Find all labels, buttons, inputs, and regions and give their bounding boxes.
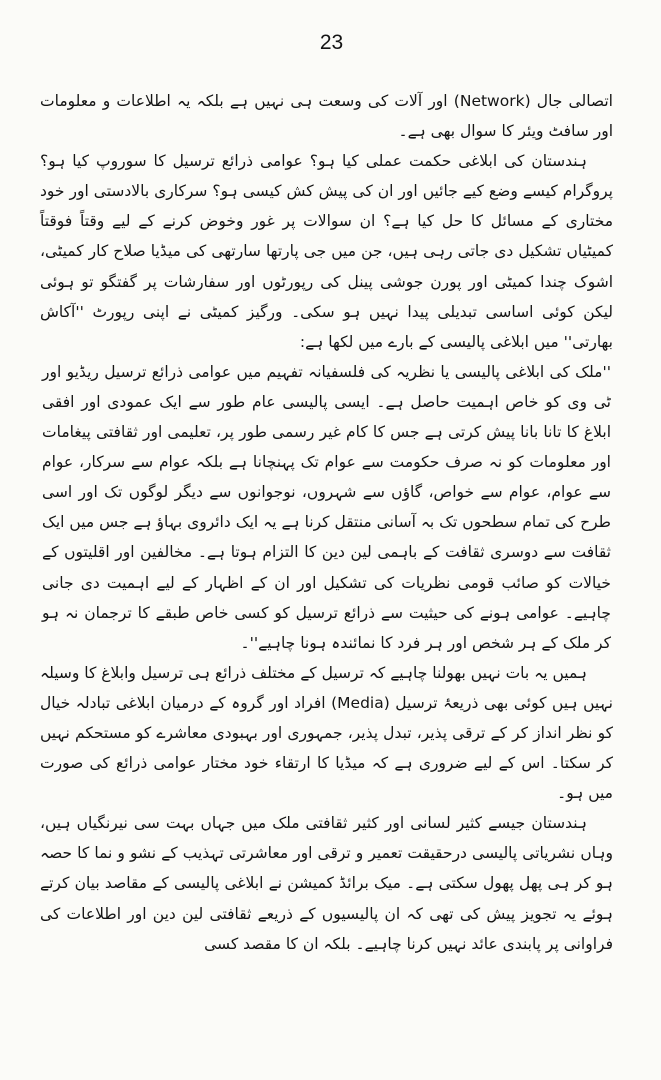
quotation-paragraph: ''ملک کی ابلاغی پالیسی یا نظریہ کی فلسفیانہ تفہیم میں عوامی ذرائع ترسیل ریڈیو اور ٹی وی کو خاص اہمیت حاصل ہے۔ ایسی پالیسی عام طور سے ایک عمودی اور افقی ابلاغ کا تانا بانا پیش کرتی ہے جس کا کام غیر رسمی طور پر، تعلیمی اور ثقافتی پیغامات اور معلومات کو نہ صرف حکومت سے عوام تک پہنچانا ہے بلکہ عوام سے سرکار، عوام سے عوام، عوام سے خواص، گاؤں سے شہروں، نوجوانوں سے دیگر لوگوں تک اور اسی طرح کی تمام سطحوں تک بہ آسانی منتقل کرنا ہے یہ ایک دائروی بہاؤ ہے جس میں ایک ثقافت سے دوسری ثقافت کے باہمی لین دین کا التزام ہوتا ہے۔ مخالفین اور اقلیتوں کے خیالات کو صائب قومی نظریات کی تشکیل اور ان کے اظہار کے لیے اہمیت دی جانی چاہیے۔ عوامی ہونے کی حیثیت سے ذرائع ترسیل کو کسی خاص طبقے کا ترجمان نہ ہو کر ملک کے ہر شخص اور ہر فرد کا نمائندہ ہونا چاہیے''۔ [42, 362, 611, 652]
body-text [40, 86, 613, 959]
paragraph-4: ہمیں یہ بات نہیں بھولنا چاہیے کہ ترسیل کے مختلف ذرائع ہی ترسیل وابلاغ کا وسیلہ نہیں ہیں کوئی بھی ذریعۂ ترسیل (Media) افراد اور گروہ کے درمیان ابلاغی تبادلہ خیال کو نظر انداز کر کے ترقی پذیر، تبدل پذیر، جمہوری اور بہبودی معاشرے کو مستحکم نہیں کر سکتا۔ اس کے لیے ضروری ہے کہ میڈیا کا ارتقاء خود مختار عوامی ذرائع کی صورت میں ہو۔ [39, 663, 613, 803]
page-number: 23 [319, 31, 344, 54]
paragraph-2: ہندستان کی ابلاغی حکمت عملی کیا ہو؟ عوامی ذرائع ترسیل کا سوروپ کیا ہو؟ پروگرام کیسے وضع کیے جائیں اور ان کی پیش کش کیسی ہو؟ سرکاری بالادستی اور خود مختاری کے مسائل کا حل کیا ہے؟ ان سوالات پر غور وخوض کرنے کے لیے وقتاً فوقتاً کمیٹیاں تشکیل دی جاتی رہی ہیں، جن میں جی پارتھا سارتھی کی میڈیا صلاح کار کمیٹی، اشوک چندا کمیٹی اور پورن جوشی پینل کی رپورٹوں اور سفارشات پر گفتگو تو ہوئی لیکن کوئی اساسی تبدیلی پیدا نہیں ہو سکی۔ ورگیز کمیٹی نے اپنی رپورٹ ''آکاش بھارتی'' میں ابلاغی پالیسی کے بارے میں لکھا ہے: [40, 152, 613, 351]
paragraph-1: اتصالی جال (Network) اور آلات کی وسعت ہی نہیں ہے بلکہ یہ اطلاعات و معلومات اور سافٹ ویئر کا سوال بھی ہے۔ [40, 92, 613, 141]
paragraph-5: ہندستان جیسے کثیر لسانی اور کثیر ثقافتی ملک میں جہاں بہت سی نیرنگیاں ہیں، وہاں نشریاتی پالیسی درحقیقت تعمیر و ترقی اور معاشرتی تہذیب کے نشو و نما کا حصہ ہو کر ہی پھل پھول سکتی ہے۔ میک برائڈ کمیشن نے ابلاغی پالیسی کے مقاصد بیان کرتے ہوئے یہ تجویز پیش کی تھی کہ ان پالیسیوں کے ذریعے ثقافتی لین دین اور اطلاعات کی فراوانی پر پابندی عائد نہیں کرنا چاہیے۔ بلکہ ان کا مقصد کسی [40, 814, 613, 953]
